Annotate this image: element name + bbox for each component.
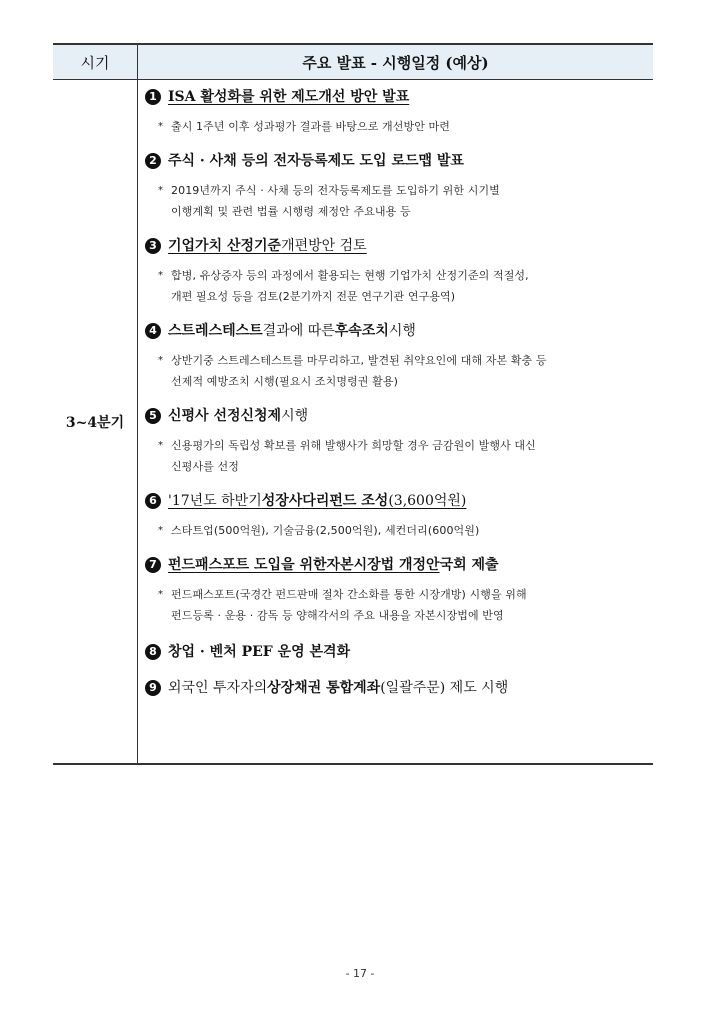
item-title <box>145 678 650 698</box>
item-detail <box>145 520 650 541</box>
period-cell: 3~4분기 <box>65 414 125 431</box>
item-title-part: 외국인 투자자의 <box>168 680 268 696</box>
bullet-asterisk-icon: * <box>158 121 164 132</box>
bullet-asterisk-icon: * <box>158 270 164 281</box>
item-detail-line: 펀드등록 · 운용 · 감독 등 양해각서의 주요 내용을 자본시장법에 반영 <box>171 609 504 622</box>
item-detail-line: 신용평가의 독립성 확보를 위해 발행사가 희망할 경우 금감원이 발행사 대신 <box>171 439 536 452</box>
item-title-part: 자본시장법 개정안 <box>326 557 440 573</box>
item-detail-line: 개편 필요성 등을 검토(2분기까지 전문 연구기관 연구용역) <box>171 290 456 303</box>
bullet-asterisk-icon: * <box>158 525 164 536</box>
item-title-part: ISA 활성화를 위한 제도개선 방안 발표 <box>168 89 410 105</box>
page-number: - 17 - <box>345 967 375 980</box>
schedule-items <box>145 87 650 698</box>
item-detail-line: 스타트업(500억원), 기술금융(2,500억원), 세컨더리(600억원) <box>171 524 480 537</box>
bullet-asterisk-icon: * <box>158 185 164 196</box>
item-number-badge: 1 <box>145 89 161 105</box>
item-title-part: 상장채권 통합계좌 <box>267 680 381 696</box>
item-title <box>145 491 650 511</box>
item-title <box>145 555 650 575</box>
item-title-part: 국회 제출 <box>439 557 499 573</box>
item-title-part: (3,600억원) <box>388 493 467 509</box>
item-detail-line: 이행계획 및 관련 법률 시행령 제정안 주요내용 등 <box>171 205 411 218</box>
header-period: 시기 <box>80 53 110 72</box>
schedule-item <box>145 87 650 137</box>
item-title <box>145 236 650 256</box>
item-title-part: 후속조치 <box>334 323 389 339</box>
table-header <box>53 45 653 80</box>
item-number-badge: 7 <box>145 557 161 573</box>
item-detail <box>145 265 650 307</box>
item-title-part: 결과에 따른 <box>262 323 335 339</box>
item-number-badge: 8 <box>145 644 161 660</box>
item-title-part: (일괄주문) 제도 시행 <box>380 680 509 696</box>
item-detail-line: 상반기중 스트레스테스트를 마무리하고, 발견된 취약요인에 대해 자본 확충 등 <box>171 354 547 367</box>
header-schedule: 주요 발표 - 시행일정 (예상) <box>302 53 489 72</box>
item-number-badge: 3 <box>145 238 161 254</box>
item-detail <box>145 116 650 137</box>
schedule-item <box>145 151 650 222</box>
item-title <box>145 151 650 171</box>
item-title-part: 펀드패스포트 도입을 위한 <box>168 557 327 573</box>
item-detail-line: 출시 1주년 이후 성과평가 결과를 바탕으로 개선방안 마련 <box>171 120 450 133</box>
schedule-item <box>145 678 650 698</box>
schedule-item <box>145 491 650 541</box>
schedule-item <box>145 642 650 662</box>
item-title-part: 신평사 선정신청제 <box>168 408 282 424</box>
item-title-part: 스트레스테스트 <box>168 323 263 339</box>
item-detail-line: 합병, 유상증자 등의 과정에서 활용되는 현행 기업가치 산정기준의 적절성, <box>171 269 529 282</box>
item-detail-line: 2019년까지 주식 · 사채 등의 전자등록제도를 도입하기 위한 시기별 <box>171 184 500 197</box>
item-detail <box>145 584 650 626</box>
item-number-badge: 4 <box>145 323 161 339</box>
item-title <box>145 406 650 426</box>
schedule-item <box>145 555 650 626</box>
item-title-part: 개편방안 검토 <box>281 238 367 254</box>
item-title <box>145 642 650 662</box>
item-title <box>145 87 650 107</box>
item-detail-line: 펀드패스포트(국경간 펀드판매 절차 간소화를 통한 시장개방) 시행을 위해 <box>171 588 527 601</box>
column-divider <box>137 45 138 763</box>
item-title-part: 성장사다리펀드 조성 <box>261 493 389 509</box>
item-title <box>145 321 650 341</box>
item-detail-line: 선제적 예방조치 시행(필요시 조치명령권 활용) <box>171 375 398 388</box>
item-number-badge: 5 <box>145 408 161 424</box>
schedule-table <box>53 43 653 765</box>
item-detail <box>145 180 650 222</box>
bullet-asterisk-icon: * <box>158 589 164 600</box>
item-detail-line: 신평사를 선정 <box>171 460 239 473</box>
item-title-part: '17년도 하반기 <box>168 493 262 509</box>
item-number-badge: 6 <box>145 493 161 509</box>
schedule-item <box>145 406 650 477</box>
item-title-part: 시행 <box>281 408 309 424</box>
item-number-badge: 9 <box>145 680 161 696</box>
bullet-asterisk-icon: * <box>158 355 164 366</box>
schedule-item <box>145 236 650 307</box>
item-title-part: 시행 <box>388 323 416 339</box>
item-title-part: 주식 · 사채 등의 전자등록제도 도입 로드맵 발표 <box>168 153 464 169</box>
bullet-asterisk-icon: * <box>158 440 164 451</box>
item-title-part: 기업가치 산정기준 <box>168 238 282 254</box>
item-title-part: 창업 · 벤처 PEF 운영 본격화 <box>168 644 351 660</box>
item-detail <box>145 350 650 392</box>
item-number-badge: 2 <box>145 153 161 169</box>
schedule-item <box>145 321 650 392</box>
item-detail <box>145 435 650 477</box>
